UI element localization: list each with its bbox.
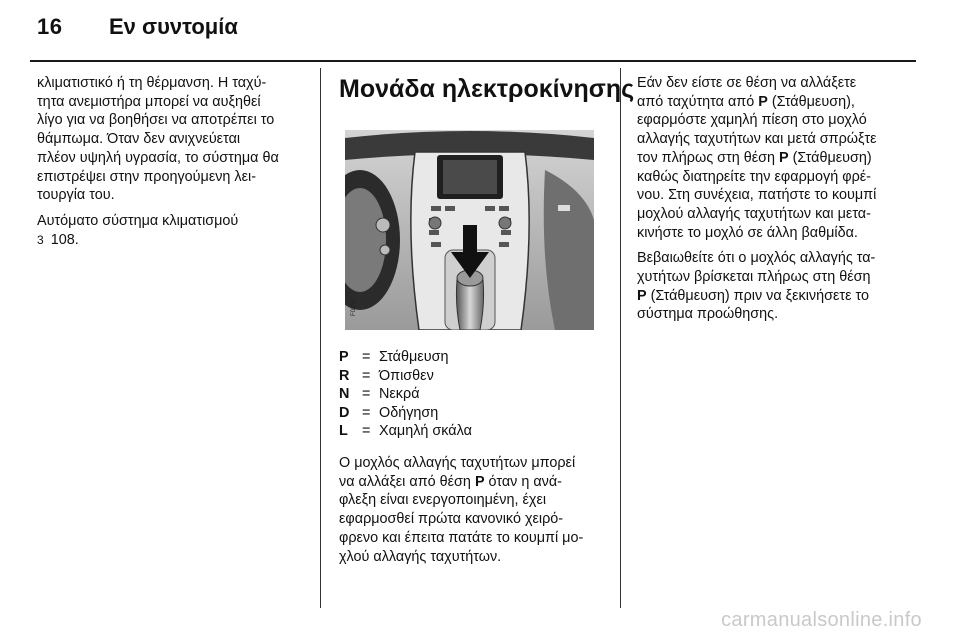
text-segment: νου. Στη συνέχεια, πατήστε το κουμπί (637, 187, 877, 204)
page-number: 16 (37, 14, 63, 39)
text-line (637, 74, 909, 93)
column-1 (37, 74, 313, 256)
crossref-line (37, 231, 313, 250)
text-line (637, 287, 909, 306)
watermark: carmanualsonline.info (721, 609, 922, 631)
text-segment: χλού αλλαγής ταχυτήτων. (339, 548, 502, 565)
gear-shifter-figure (345, 130, 594, 330)
running-title: Εν συντομία (109, 14, 238, 39)
text-segment: μοχλού αλλαγής ταχυτήτων και μετα- (637, 205, 871, 222)
text-segment: Εάν δεν είστε σε θέση να αλλάξετε (637, 75, 857, 91)
text-line: λίγο για να βοηθήσει να αποτρέπει το (37, 112, 275, 129)
legend-text: Όπισθεν (379, 367, 434, 384)
text-line (637, 130, 909, 149)
text-line (637, 149, 909, 168)
legend-row (339, 367, 614, 386)
text-segment: καθώς διατηρείτε την εφαρμογή φρέ- (637, 168, 871, 185)
text-segment: φρενο και έπειτα πατάτε το κουμπί μο- (339, 529, 584, 546)
paragraph (37, 74, 313, 205)
legend-key: L (339, 423, 348, 440)
crossref-page[interactable]: 108. (50, 231, 79, 248)
text-line (637, 205, 909, 224)
gear-letter: P (758, 93, 768, 110)
legend-key: D (339, 404, 350, 421)
text-line (339, 548, 614, 567)
text-segment: σύστημα προώθησης. (637, 306, 779, 323)
legend-row (339, 404, 614, 423)
shift-paragraph (339, 454, 614, 566)
text-segment: αλλαγής ταχυτήτων και μετά σπρώξτε (637, 131, 877, 148)
text-line: κλιματιστικό ή τη θέρμανση. Η ταχύ- (37, 75, 267, 91)
text-line (339, 510, 614, 529)
text-line (637, 168, 909, 187)
legend-key: N (339, 386, 350, 403)
text-segment: από ταχύτητα από (637, 93, 759, 110)
section-title: Μονάδα ηλεκτροκίνησης (339, 75, 635, 103)
figure-code: F0219 (351, 298, 357, 316)
gear-letter: P (474, 473, 485, 490)
text-segment: Βεβαιωθείτε ότι ο μοχλός αλλαγής τα- (637, 250, 876, 267)
crossref-arrow-icon: 3 (37, 232, 44, 247)
paragraph (637, 74, 909, 242)
legend-key: R (339, 367, 350, 384)
text-line: πλέον υψηλή υγρασία, το σύστημα θα (37, 149, 279, 166)
legend-row (339, 385, 614, 404)
text-line (637, 93, 909, 112)
gear-letter: P (779, 149, 789, 166)
text-segment: χυτήτων βρίσκεται πλήρως στη θέση (637, 269, 871, 286)
console-illustration (345, 130, 594, 330)
legend-eq: = (362, 367, 371, 384)
legend-eq: = (362, 423, 371, 440)
paragraph (637, 249, 909, 324)
legend-text: Νεκρά (379, 386, 420, 403)
text-line (339, 529, 614, 548)
text-line (339, 454, 614, 473)
text-line (637, 224, 909, 243)
text-line: θάμπωμα. Όταν δεν ανιχνεύεται (37, 131, 241, 148)
legend-eq: = (362, 404, 371, 421)
text-line: τητα ανεμιστήρα μπορεί να αυξηθεί (37, 93, 261, 110)
gear-legend (339, 348, 614, 441)
column-divider (320, 68, 321, 608)
text-line: επιστρέψει στην προηγούμενη λει- (37, 168, 257, 185)
legend-eq: = (362, 349, 371, 365)
legend-key: P (339, 349, 349, 365)
text-segment: να αλλάξει από θέση (339, 473, 475, 490)
text-line (339, 491, 614, 510)
legend-eq: = (362, 386, 371, 403)
legend-row (339, 348, 614, 367)
text-segment: (Στάθμευση), (767, 93, 855, 110)
legend-row (339, 422, 614, 441)
text-line (637, 249, 909, 268)
text-line (637, 305, 909, 324)
text-segment: όταν η ανά- (484, 473, 562, 490)
legend-text: Χαμηλή σκάλα (379, 423, 472, 440)
text-segment: (Στάθμευση) (788, 149, 872, 166)
text-segment: φλεξη είναι ενεργοποιημένη, έχει (339, 492, 547, 509)
header-rule (30, 60, 916, 62)
text-segment: εφαρμόστε χαμηλή πίεση στο μοχλό (637, 112, 867, 129)
crossref-title: Αυτόματο σύστημα κλιματισμού (37, 212, 239, 229)
text-segment: (Στάθμευση) πριν να ξεκινήσετε το (646, 287, 870, 304)
text-segment: τον πλήρως στη θέση (637, 149, 780, 166)
text-segment: εφαρμοσθεί πρώτα κανονικό χειρό- (339, 511, 564, 528)
text-segment: Ο μοχλός αλλαγής ταχυτήτων μπορεί (339, 455, 576, 471)
text-line (339, 473, 614, 492)
text-line (637, 268, 909, 287)
text-segment: κινήστε το μοχλό σε άλλη βαθμίδα. (637, 224, 858, 241)
text-line (637, 111, 909, 130)
cross-reference[interactable] (37, 212, 313, 249)
column-3 (637, 74, 909, 331)
gear-letter: P (637, 287, 647, 304)
legend-text: Στάθμευση (379, 349, 449, 365)
column-divider (620, 68, 621, 608)
text-line (637, 186, 909, 205)
text-line: τουργία του. (37, 187, 115, 204)
legend-text: Οδήγηση (379, 404, 439, 421)
